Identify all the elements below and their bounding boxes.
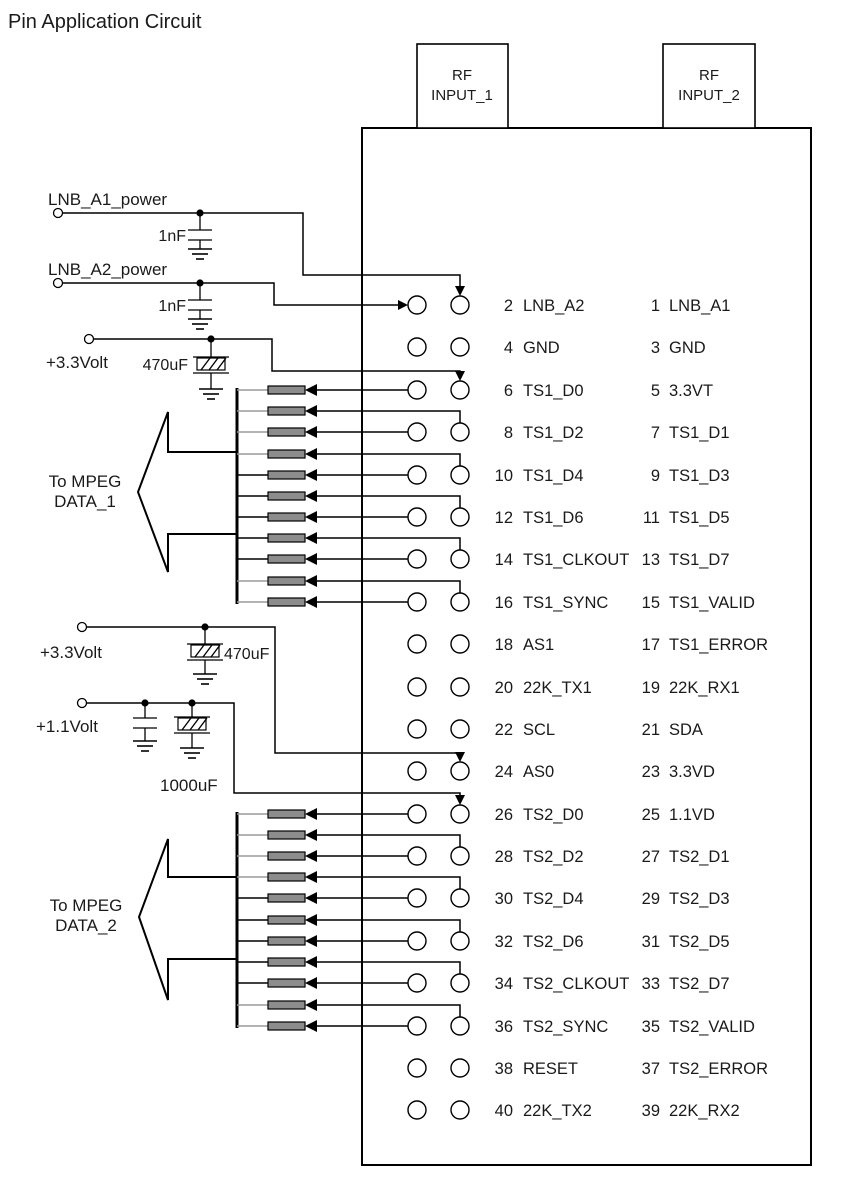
pin-pad-6 [408,381,426,399]
block-arrow-left-icon [139,839,237,1000]
ground-icon [188,249,212,259]
v11-terminal [78,699,87,708]
pin-name-40: 22K_TX2 [523,1102,592,1120]
pin-name-13: TS1_D7 [669,551,730,569]
pin-name-1: LNB_A1 [669,297,731,315]
pin-name-12: TS1_D6 [523,509,584,527]
pin-number-27: 27 [641,848,660,866]
resistor-body-icon [268,428,305,436]
mpeg-data1-label-line1: To MPEG [48,472,122,491]
pin-row-2-1 [408,296,730,315]
lnb-a2-wire [62,283,398,305]
rf-input-1-rect [417,44,508,128]
v33-mid-terminal [78,623,87,632]
pin-pad-37 [451,1059,469,1077]
pin-name-30: TS2_D4 [523,890,584,908]
resistor-body-icon [268,534,305,542]
resistor-body-icon [268,979,305,987]
resistor-body-icon [268,407,305,415]
pin-pad-8 [408,423,426,441]
pin-name-2: LNB_A2 [523,297,585,315]
pin-pad-17 [451,635,469,653]
pin-pad-13 [451,550,469,568]
pin-name-34: TS2_CLKOUT [523,975,630,993]
left-arrowhead-icon [305,829,317,841]
pin-name-20: 22K_TX1 [523,679,592,697]
resistor-body-icon [268,958,305,966]
pin-number-18: 18 [494,636,513,654]
pin-number-38: 38 [494,1060,513,1078]
mpeg-data2-label-line2: DATA_2 [55,916,117,935]
pin-name-28: TS2_D2 [523,848,584,866]
left-arrowhead-icon [305,575,317,587]
pin-number-37: 37 [641,1060,660,1078]
left-arrowhead-icon [305,892,317,904]
resistor-body-icon [268,450,305,458]
pin-number-40: 40 [494,1102,513,1120]
pin-pad-33 [451,974,469,992]
resistor-body-icon [268,577,305,585]
left-arrowhead-icon [305,596,317,608]
pin-pad-16 [408,593,426,611]
cap4-value-label: 470uF [224,646,270,663]
pin-pad-27 [451,847,469,865]
pin-name-24: AS0 [523,763,555,781]
pin-number-7: 7 [650,424,660,442]
rf-input-1-label-line2: INPUT_1 [431,87,493,104]
mpeg-data1-arrow [49,412,237,572]
pin-number-31: 31 [641,933,660,951]
pin-number-14: 14 [494,551,513,569]
pin-pad-30 [408,889,426,907]
resistor-body-icon [268,810,305,818]
ground-icon [188,319,212,329]
polarized-cap-icon [187,627,223,674]
v11-label: +1.1Volt [36,717,98,736]
pin-name-25: 1.1VD [669,806,715,824]
resistor-body-icon [268,894,305,902]
pin-row-10-9 [408,466,730,485]
resistor-body-icon [268,831,305,839]
pin-name-22: SCL [523,721,556,739]
pin-number-15: 15 [641,594,660,612]
resistor-body-icon [268,852,305,860]
lnb-a1-power-label: LNB_A1_power [48,190,168,209]
pin-number-2: 2 [503,297,513,315]
pin-pad-34 [408,974,426,992]
pin-number-9: 9 [650,467,660,485]
pin-name-6: TS1_D0 [523,382,584,400]
pin-row-16-15 [408,593,755,612]
polarized-cap-icon [193,339,229,389]
resistor-body-icon [268,513,305,521]
pin-pad-1 [451,296,469,314]
pin-name-29: TS2_D3 [669,890,730,908]
left-arrowhead-icon [305,490,317,502]
pin-number-34: 34 [494,975,513,993]
pin-number-19: 19 [641,679,660,697]
pin-number-29: 29 [641,890,660,908]
pin-name-19: 22K_RX1 [669,679,740,697]
left-arrowhead-icon [305,384,317,396]
pin-name-36: TS2_SYNC [523,1018,609,1036]
resistor-body-icon [268,598,305,606]
left-arrowhead-icon [305,808,317,820]
pin-pad-35 [451,1017,469,1035]
pin-name-37: TS2_ERROR [669,1060,769,1078]
rf-input-2-rect [663,44,755,128]
pin-row-20-19 [408,678,740,697]
ground-icon [133,741,157,751]
pin-pad-25 [451,805,469,823]
mpeg-data1-label-line2: DATA_1 [54,492,116,511]
pin-pad-4 [408,338,426,356]
pin-name-3: GND [669,339,706,357]
pin-number-33: 33 [641,975,660,993]
lnb-a2-power-label: LNB_A2_power [48,260,168,279]
pin-number-16: 16 [494,594,513,612]
pin-number-36: 36 [494,1018,513,1036]
resistor-body-icon [268,937,305,945]
pin-row-8-7 [408,423,730,442]
pin-pad-18 [408,635,426,653]
v33-top-terminal [85,335,94,344]
pin-pad-20 [408,678,426,696]
diagram-title: Pin Application Circuit [8,11,202,33]
pin-row-28-27 [408,847,730,866]
rf-input-2-box [663,44,755,128]
pin-name-9: TS1_D3 [669,467,730,485]
left-arrowhead-icon [305,999,317,1011]
pin-name-11: TS1_D5 [669,509,730,527]
pin-number-4: 4 [503,339,513,357]
rf-input-2-label-line1: RF [699,67,719,84]
pin-pad-40 [408,1101,426,1119]
pin-number-39: 39 [641,1102,660,1120]
pin-number-23: 23 [641,763,660,781]
resistor-body-icon [268,492,305,500]
pin-number-25: 25 [641,806,660,824]
ground-icon [199,389,223,399]
left-arrowhead-icon [305,871,317,883]
pin-name-7: TS1_D1 [669,424,730,442]
pin-name-14: TS1_CLKOUT [523,551,630,569]
lnb-a2-power-branch [48,260,408,329]
pin-pad-14 [408,550,426,568]
pin-pad-10 [408,466,426,484]
pin-pad-5 [451,381,469,399]
pin-pad-11 [451,508,469,526]
pin-row-30-29 [408,889,730,908]
resistor-body-icon [268,471,305,479]
pin-name-16: TS1_SYNC [523,594,609,612]
pin-pad-19 [451,678,469,696]
rf-input-2-label-line2: INPUT_2 [678,87,740,104]
pin-pad-2 [408,296,426,314]
pin-name-10: TS1_D4 [523,467,584,485]
pin-pad-26 [408,805,426,823]
left-arrowhead-icon [305,448,317,460]
resistor-body-icon [268,1022,305,1030]
pin-name-31: TS2_D5 [669,933,730,951]
pin-pad-28 [408,847,426,865]
pin-pad-29 [451,889,469,907]
pin-name-18: AS1 [523,636,555,654]
pin-number-21: 21 [641,721,660,739]
pin-row-12-11 [408,508,730,527]
left-arrowhead-icon [305,977,317,989]
left-arrowhead-icon [305,511,317,523]
pin-number-24: 24 [494,763,513,781]
pin-number-32: 32 [494,933,513,951]
pin-number-17: 17 [641,636,660,654]
left-arrowhead-icon [305,532,317,544]
pin-number-26: 26 [494,806,513,824]
pin-number-6: 6 [503,382,513,400]
ground-icon [180,748,204,758]
polarized-cap-icon [174,703,210,748]
pin-row-26-25 [408,805,715,824]
pin-pad-32 [408,932,426,950]
ground-icon [193,674,217,684]
pin-number-35: 35 [641,1018,660,1036]
pin-name-17: TS1_ERROR [669,636,769,654]
pin-pad-21 [451,720,469,738]
pin-number-5: 5 [650,382,660,400]
v33-top-label: +3.3Volt [46,353,108,372]
pin-name-33: TS2_D7 [669,975,730,993]
pin-number-22: 22 [494,721,513,739]
block-arrow-left-icon [138,412,237,572]
pin-name-35: TS2_VALID [669,1018,755,1036]
pin-pad-12 [408,508,426,526]
rf-input-1-box [417,44,508,128]
pin-number-30: 30 [494,890,513,908]
pin-row-36-35 [408,1017,755,1036]
pin-number-1: 1 [650,297,660,315]
resistor-body-icon [268,1001,305,1009]
pin-name-8: TS1_D2 [523,424,584,442]
cap2-value-label: 1nF [158,298,186,315]
pin-name-38: RESET [523,1060,579,1078]
mpeg-data2-arrow [50,839,237,1000]
pin-name-39: 22K_RX2 [669,1102,740,1120]
cap1-value-label: 1nF [158,228,186,245]
cap3-value-label: 470uF [142,357,188,374]
pin-row-14-13 [408,550,730,569]
resistor-body-icon [268,873,305,881]
pin-number-12: 12 [494,509,513,527]
pin-pad-9 [451,466,469,484]
left-arrowhead-icon [305,469,317,481]
pin-name-4: GND [523,339,560,357]
resistor-body-icon [268,555,305,563]
pin-row-32-31 [408,932,730,951]
pin-name-26: TS2_D0 [523,806,584,824]
lnb-a2-terminal [54,279,63,288]
pin-number-8: 8 [503,424,513,442]
v33-mid-label: +3.3Volt [40,643,102,662]
mpeg-data2-label-line1: To MPEG [49,896,123,915]
pin-number-28: 28 [494,848,513,866]
pin-name-32: TS2_D6 [523,933,584,951]
pin-pad-39 [451,1101,469,1119]
pin-name-5: 3.3VT [669,382,714,400]
pin-pad-15 [451,593,469,611]
left-arrowhead-icon [305,914,317,926]
pin-pad-36 [408,1017,426,1035]
left-arrowhead-icon [305,935,317,947]
left-arrowhead-icon [305,850,317,862]
pin-name-23: 3.3VD [669,763,715,781]
resistor-body-icon [268,386,305,394]
pin-number-3: 3 [650,339,660,357]
left-arrowhead-icon [305,426,317,438]
pin-pad-22 [408,720,426,738]
left-arrowhead-icon [305,405,317,417]
pin-number-13: 13 [641,551,660,569]
pin-row-40-39 [408,1101,740,1120]
pin-row-34-33 [408,974,730,993]
pin-name-21: SDA [669,721,703,739]
pin-pad-31 [451,932,469,950]
pin-pad-7 [451,423,469,441]
pin-name-27: TS2_D1 [669,848,730,866]
pin-number-20: 20 [494,679,513,697]
left-arrowhead-icon [305,956,317,968]
left-arrowhead-icon [305,553,317,565]
pin-pad-38 [408,1059,426,1077]
resistor-body-icon [268,916,305,924]
cap-icon [133,703,157,741]
lnb-a1-terminal [54,209,63,218]
pin-number-10: 10 [494,467,513,485]
pin-pad-3 [451,338,469,356]
pin-pad-23 [451,762,469,780]
pin-number-11: 11 [642,509,660,527]
cap5-value-label: 1000uF [160,776,218,795]
pin-pad-24 [408,762,426,780]
left-arrowhead-icon [305,1020,317,1032]
rf-input-1-label-line1: RF [452,67,472,84]
pin-name-15: TS1_VALID [669,594,755,612]
